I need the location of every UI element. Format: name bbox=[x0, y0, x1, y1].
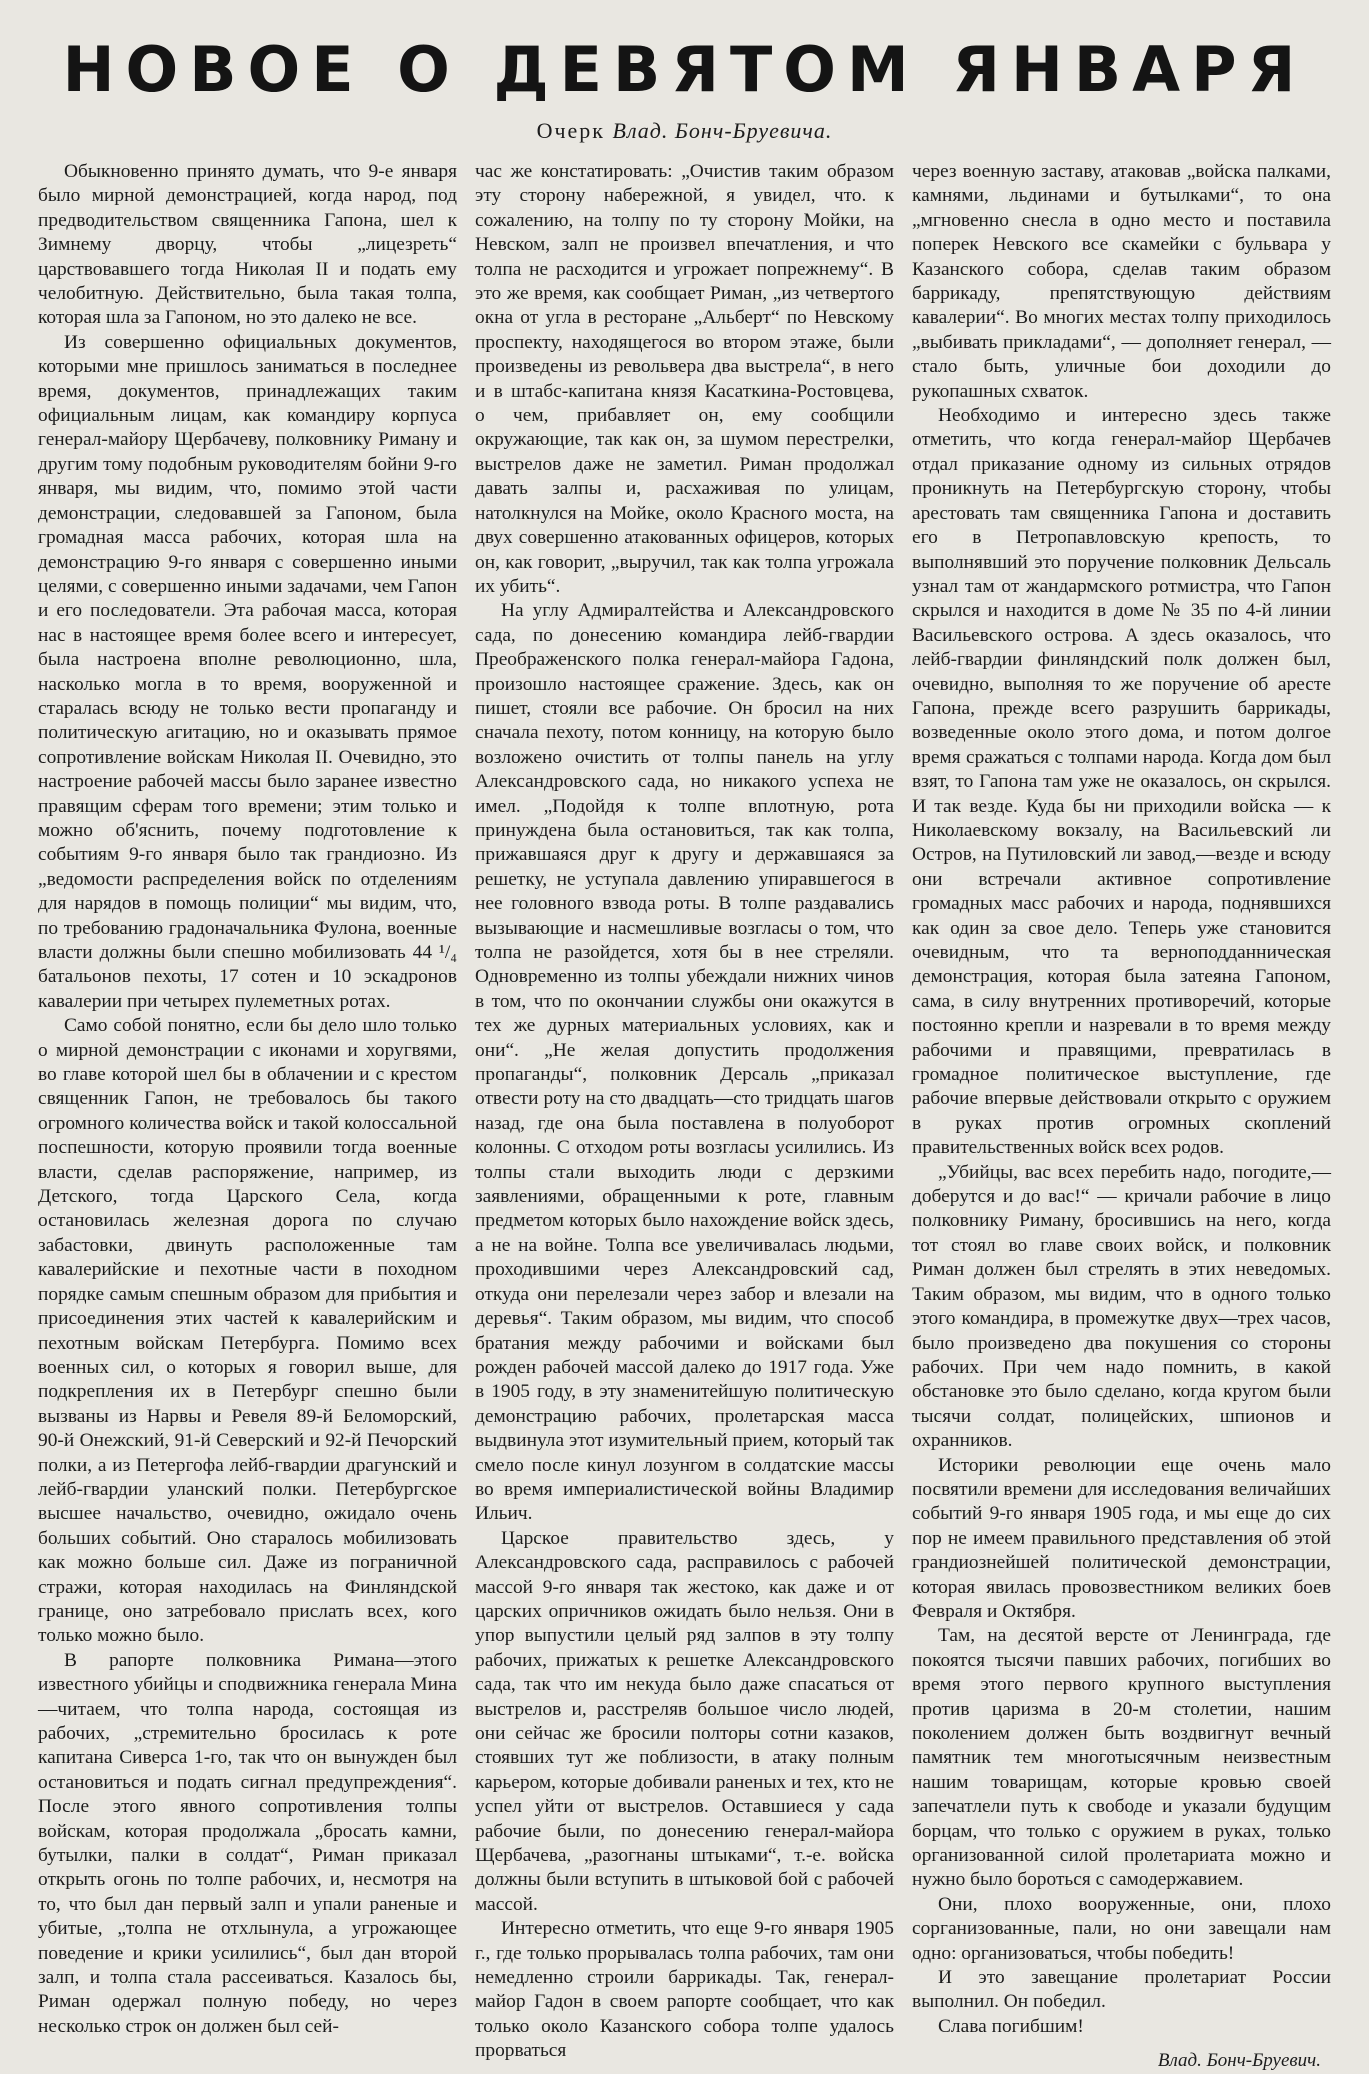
subtitle-label: Очерк bbox=[536, 118, 605, 143]
paragraph: Необходимо и интересно здесь также отметить, что когда генерал-майор Щербачев отдал приказание одному из сильных отрядов проникнуть на Петербургскую сторону, чтобы арестовать там священника Гапона и доставить его в Петропавловскую крепость, то выполнявший это поручение полковник Дельсаль узнал там от жандармского ротмистра, что Гапон скрылся и находится в доме № 35 по 4-й линии Васильевского острова. А здесь оказалось, что лейб-гвардии финляндский полк должен был, очевидно, выполняя то же поручение об аресте Гапона, прежде всего разрушить баррикады, возведенные около этого дома, и потом долгое время сражаться с толпами народа. Когда дом был взят, то Гапона там уже не оказалось, он скрылся. И так везде. Куда бы ни приходили войска — к Николаевскому вокзалу, на Васильевский ли Остров, на Путиловский ли завод,—везде и всюду они встречали активное сопротивление громадных масс рабочих и народа, поднявшихся как один за свое дело. Теперь уже становится очевидным, что та верноподданническая демонстрация, которая была затеяна Гапоном, сама, в силу внутренних противоречий, которые постоянно крепли и назревали в то время между рабочими и правящими, превратилась в громадное политическое выступление, где рабочие впервые действовали открыто с оружием в руках против огромных скоплений правительственных войск всех родов. bbox=[912, 405, 1331, 1159]
paragraph: Обыкновенно принято думать, что 9-е января было мирной демонстрацией, когда народ, под предводительством священника Гапона, шел к Зимнему дворцу, чтобы „лицезреть“ царствовавшего тогда Николая II и подать ему челобитную. Действительно, была такая толпа, которая шла за Гапоном, но это далеко не все. bbox=[38, 161, 457, 329]
paragraph: Они, плохо вооруженные, они, плохо сорганизованные, пали, но они завещали нам одно: организоваться, чтобы победить! bbox=[912, 1893, 1331, 1964]
column-1 bbox=[38, 160, 457, 2037]
paragraph: через военную заставу, атаковав „войска палками, камнями, льдинами и бутылками“, то она „мгновенно снесла в одно место и поставила поперек Невского все скамейки с бульвара у Казанского собора, сделав таким образом баррикаду, препятствующую действиям кавалерии“. Во многих местах толпу приходилось „выбивать прикладами“, — дополняет генерал, — стало быть, уличные бои доходили до рукопашных схваток. bbox=[912, 161, 1331, 402]
article-title: НОВОЕ О ДЕВЯТОМ ЯНВАРЯ bbox=[62, 33, 1307, 106]
paragraph: Само собой понятно, если бы дело шло только о мирной демонстрации с иконами и хоругвями, во главе которой шел бы в облачении и с крестом священник Гапон, не требовалось бы такого огромного количества войск и такой колоссальной поспешности, которую проявили тогда военные власти, сделав распоряжение, например, из Детского, тогда Царского Села, когда остановилась железная дорога по случаю забастовки, двинуть расположенные там кавалерийские и пехотные части в походном порядке самым спешным образом для прибытия и присоединения этих частей к кавалерийским и пехотным войскам Петербурга. Помимо всех военных сил, о которых я говорил выше, для подкрепления их в Петербург спешно были вызваны из Нарвы и Ревеля 89-й Беломорский, 90-й Онежский, 91-й Северский и 92-й Печорский полки, а из Петергофа лейб-гвардии драгунский и лейб-гвардии уланский полки. Петербургское высшее начальство, очевидно, ожидало очень больших событий. Оно старалось мобилизовать как можно больше сил. Даже из пограничной стражи, которая находилась на Финляндской границе, оно затребовало прислать всех, кого только можно было. bbox=[38, 1015, 457, 1647]
article-columns bbox=[38, 160, 1331, 2072]
subtitle-author: Влад. Бонч-Бруевича. bbox=[612, 118, 833, 143]
column-3 bbox=[912, 160, 1331, 2072]
paragraph: Историки революции еще очень мало посвятили времени для исследования величайших событий 9-го января 1905 года, и мы еще до сих пор не имеем правильного представления об этой грандиознейшей политической демонстрации, которая явилась провозвестником великих боев Февраля и Октября. bbox=[912, 1454, 1331, 1622]
paragraph: В рапорте полковника Римана—этого известного убийцы и сподвижника генерала Мина—читаем, что толпа народа, состоящая из рабочих, „стремительно бросилась к роте капитана Сиверса 1-го, так что он вынужден был остановиться и подать сигнал предупреждения“. После этого явного сопротивления толпы войскам, которая продолжала „бросать камни, бутылки, палки в солдат“, Риман приказал открыть огонь по толпе рабочих, и, несмотря на то, что был дан первый залп и упали раненые и убитые, „толпа не отхлынула, а угрожающее поведение и крики усилились“, был дан второй залп, и толпа стала рассеиваться. Казалось бы, Риман одержал полную победу, но через несколько строк он должен был сей- bbox=[38, 1649, 457, 2037]
paragraph: „Убийцы, вас всех перебить надо, погодите,—доберутся и до вас!“ — кричали рабочие в лицо полковнику Риману, бросившись на него, когда тот стоял во главе своих войск, и полковник Риман должен был стрелять в этих неведомых. Таким образом, мы видим, что в одного только этого командира, в промежутке двух—трех часов, было произведено два покушения со стороны рабочих. При чем надо помнить, в какой обстановке это было сделано, когда кругом были тысячи солдат, полицейских, шпионов и охранников. bbox=[912, 1161, 1331, 1452]
paragraph: Там, на десятой версте от Ленинграда, где покоятся тысячи павших рабочих, погибших во время этого первого крупного выступления против царизма в 20-м столетии, нашим поколением должен быть воздвигнут вечный памятник тем многотысячным неизвестным нашим товарищам, которые кровью своей запечатлели путь к свободе и указали будущим борцам, что только с оружием в руках, только организованной силой пролетариата можно и нужно было бороться с самодержавием. bbox=[912, 1625, 1331, 1891]
column-2 bbox=[475, 160, 894, 2062]
article-subtitle bbox=[38, 118, 1331, 144]
paragraph: На углу Адмиралтейства и Александровского сада, по донесению командира лейб-гвардии Преображенского полка генерал-майора Гадона, произошло настоящее сражение. Здесь, как он пишет, стояли все рабочие. Он бросил на них сначала пехоту, потом конницу, на которую было возложено очистить от толпы панель на углу Александровского сада, но никакого успеха не имел. „Подойдя к толпе вплотную, рота принуждена была остановиться, так как толпа, прижавшаяся друг к другу и державшаяся за решетку, не уступала давлению упиравшегося в нее головного взвода роты. В толпе раздавались вызывающие и насмешливые возгласы о том, что толпа не разойдется, хотя бы в нее стреляли. Одновременно из толпы убеждали нижних чинов в том, что по окончании службы они окажутся в тех же дурных материальных условиях, как и они“. „Не желая допустить продолжения пропаганды“, полковник Дерсаль „приказал отвести роту на сто двадцать—сто тридцать шагов назад, где она была поставлена в полуоборот колонны. С отходом роты возгласы усилились. Из толпы стали выходить люди с дерзкими заявлениями, обращенными к роте, главным предметом которых было нахождение войск здесь, а не на войне. Толпа все увеличивалась людьми, проходившими через Александровский сад, откуда они перелезали через забор и влезали на деревья“. Таким образом, мы видим, что способ братания между рабочими и войсками был рожден рабочей массой далеко до 1917 года. Уже в 1905 году, в эту знаменитейшую политическую демонстрацию рабочих, пролетарская масса выдвинула этот изумительный прием, который так смело после кинул лозунгом в солдатские массы во время империалистической войны Владимир Ильич. bbox=[475, 600, 894, 1525]
paragraph: Слава погибшим! bbox=[938, 2015, 1084, 2037]
paragraph: Царское правительство здесь, у Александровского сада, расправилось с рабочей массой 9-го января так жестоко, как даже и от царских опричников ожидать было нельзя. Они в упор выпустили целый ряд залпов в эту толпу рабочих, прижатых к решетке Александровского сада, так что им некуда было даже спасаться от выстрелов и, расстреляв большое число людей, они сейчас же бросили полторы сотни казаков, стоявших тут же поблизости, в атаку полным карьером, которые добивали раненых и тех, кто не успел уйти от выстрелов. Оставшиеся у сада рабочие были, по донесению генерал-майора Щербачева, „разогнаны штыками“, т.-е. войска должны были вступить в штыковой бой с рабочей массой. bbox=[475, 1527, 894, 1915]
paragraph: Интересно отметить, что еще 9-го января 1905 г., где только прорывалась толпа рабочих, там они немедленно строили баррикады. Так, генерал-майор Гадон в своем рапорте сообщает, что как только около Казанского собора толпе удалось прорваться bbox=[475, 1918, 894, 2062]
article-signature: Влад. Бонч-Бруевич. bbox=[1157, 2050, 1321, 2072]
paragraph: час же констатировать: „Очистив таким образом эту сторону набережной, я увидел, что. к сожалению, на толпу по ту сторону Мойки, на Невском, залп не произвел впечатления, и что толпа не расходится и угрожает попрежнему“. В это же время, как сообщает Риман, „из четвертого окна от угла в ресторане „Альберт“ по Невскому проспекту, находящегося во втором этаже, были произведены из револьвера два выстрела“, в него и в штабс-капитана князя Касаткина-Ростовцева, о чем, прибавляет он, ему сообщили окружающие, так как он, за шумом перестрелки, выстрелов даже не заметил. Риман продолжал давать залпы и, расхаживая по улицам, натолкнулся на Мойке, около Красного моста, на двух совершенно атакованных офицеров, которых он, как говорит, „выручил, так как толпа угрожала их убить“. bbox=[475, 161, 894, 597]
paragraph: И это завещание пролетариат России выполнил. Он победил. bbox=[912, 1967, 1331, 2013]
paragraph: Из совершенно официальных документов, которыми мне пришлось заниматься в последнее время, документов, принадлежащих таким официальным лицам, как командиру корпуса генерал-майору Щербачеву, полковнику Риману и другим тому подобным руководителям бойни 9-го января, мы видим, что, помимо этой части демонстрации, следовавшей за Гапоном, была громадная масса рабочих, которая шла на демонстрацию 9-го января с совершенно иными целями, с совершенно иными задачами, чем Гапон и его последователи. Эта рабочая масса, которая нас в настоящее время более всего и интересует, была настроена вполне революционно, шла, насколько могла в то время, вооруженной и старалась всюду не только вести пропаганду и политическую агитацию, но и оказывать прямое сопротивление войскам Николая II. Очевидно, это настроение рабочей массы было заранее известно правящим сферам того времени; этим только и можно об'яснить, почему подготовление к событиям 9-го января было так грандиозно. Из „ведомости распределения войск по отделениям для нарядов в помощь полиции“ мы видим, что, по требованию градоначальника Фулона, военные власти должны были спешно мобилизовать 44 ¹/₄ батальонов пехоты, 17 сотен и 10 эскадронов кавалерии при четырех пулеметных ротах. bbox=[38, 331, 457, 1012]
